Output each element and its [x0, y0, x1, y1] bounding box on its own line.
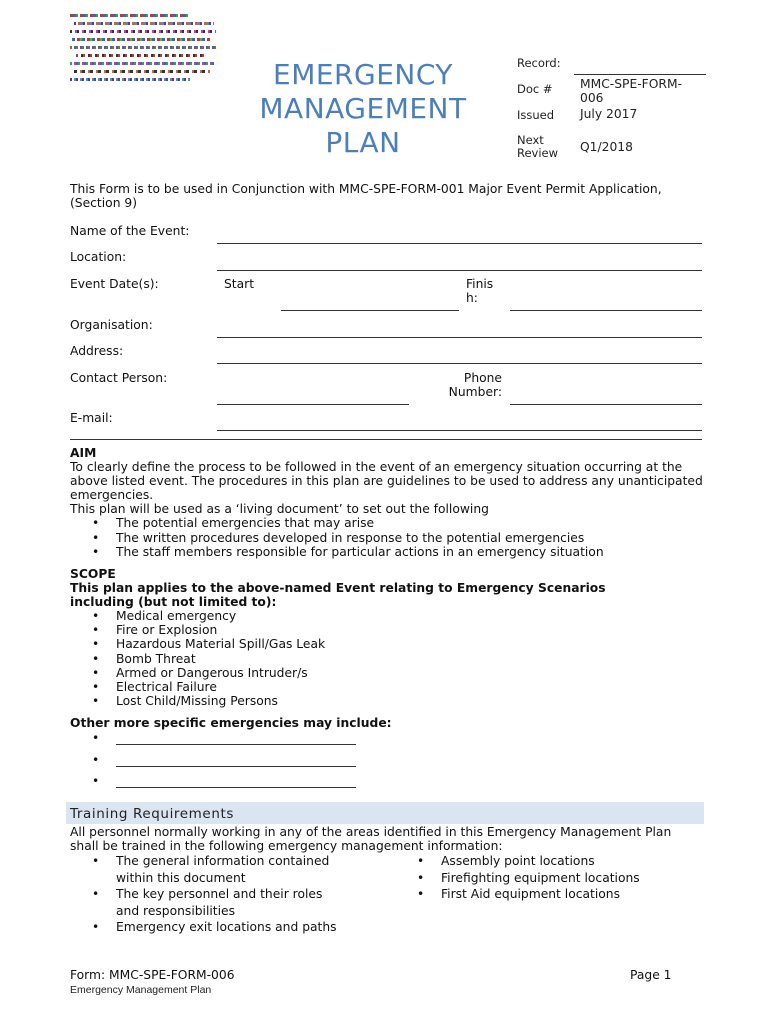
event-name-label: Name of the Event:: [70, 224, 190, 238]
training-right-list: [395, 853, 695, 903]
phone-number-field[interactable]: [510, 404, 702, 405]
contact-person-field[interactable]: [217, 404, 409, 405]
other-bullet-2: •: [92, 753, 100, 767]
finish-date-field[interactable]: [510, 310, 702, 311]
aim-paragraph: To clearly define the process to be followed in the event of an emergency situation occurring at the above listed event. The procedures in this plan are guidelines to be used to address any unanticipated emergencies.: [70, 460, 703, 503]
footer-form-id: Form: MMC-SPE-FORM-006: [70, 968, 235, 982]
organisation-label: Organisation:: [70, 318, 153, 332]
issued-value: July 2017: [580, 107, 638, 121]
event-dates-label: Event Date(s):: [70, 277, 159, 291]
footer-document-name: Emergency Management Plan: [70, 984, 212, 996]
company-logo: [70, 12, 218, 84]
phone-number-label: Phone Number:: [448, 371, 502, 399]
aim-bullet-list: [70, 516, 710, 558]
scope-bullet-list: [70, 609, 710, 708]
list-item: • Armed or Dangerous Intruder/s: [70, 666, 710, 680]
section-divider: [70, 439, 702, 440]
training-left-list: [70, 853, 370, 936]
other-emergency-field-2[interactable]: [116, 766, 356, 767]
doc-label: Doc #: [517, 82, 553, 96]
issued-label: Issued: [517, 108, 555, 122]
list-item: • Firefighting equipment locations: [395, 870, 695, 887]
list-item: • Medical emergency: [70, 609, 710, 623]
finish-label: Finish:: [466, 277, 494, 305]
other-emergency-field-1[interactable]: [116, 744, 356, 745]
list-item: • The potential emergencies that may arise: [70, 516, 710, 530]
scope-heading: SCOPE: [70, 567, 116, 581]
list-item: • Fire or Explosion: [70, 623, 710, 637]
list-item: • Hazardous Material Spill/Gas Leak: [70, 637, 710, 651]
next-review-value: Q1/2018: [580, 140, 633, 154]
list-item: • Emergency exit locations and paths: [70, 919, 356, 936]
training-heading-band: [66, 802, 704, 824]
address-field[interactable]: [217, 363, 702, 364]
other-bullet-3: •: [92, 774, 100, 788]
list-item: • Bomb Threat: [70, 652, 710, 666]
list-item: • The general information contained within this document: [70, 853, 346, 886]
aim-heading: AIM: [70, 446, 97, 460]
list-item: • The written procedures developed in response to the potential emergencies: [70, 531, 710, 545]
record-field[interactable]: [574, 74, 706, 75]
scope-intro: This plan applies to the above-named Event relating to Emergency Scenarios including (but not limited to):: [70, 581, 606, 610]
list-item: • Assembly point locations: [395, 853, 695, 870]
title-line-2: MANAGEMENT: [259, 92, 467, 125]
record-label: Record:: [517, 56, 561, 70]
location-field[interactable]: [217, 270, 702, 271]
aim-paragraph-2: This plan will be used as a ‘living document’ to set out the following: [70, 502, 489, 517]
list-item: • First Aid equipment locations: [395, 886, 695, 903]
start-date-field[interactable]: [281, 310, 459, 311]
training-paragraph: All personnel normally working in any of the areas identified in this Emergency Management Plan shall be trained in the following emergency management information:: [70, 825, 672, 854]
list-item: • The key personnel and their roles and responsibilities: [70, 886, 346, 919]
document-title: [240, 58, 486, 160]
start-label: Start: [224, 277, 255, 291]
other-emergency-field-3[interactable]: [116, 787, 356, 788]
address-label: Address:: [70, 344, 124, 358]
contact-person-label: Contact Person:: [70, 371, 168, 385]
list-item: • Lost Child/Missing Persons: [70, 694, 710, 708]
list-item: • The staff members responsible for particular actions in an emergency situation: [70, 545, 710, 559]
email-label: E-mail:: [70, 411, 113, 425]
scope-section: [70, 567, 710, 708]
training-heading: Training Requirements: [70, 806, 235, 822]
aim-section: [70, 446, 710, 559]
doc-value: MMC-SPE-FORM-006: [580, 77, 683, 105]
title-line-1: EMERGENCY: [273, 58, 453, 91]
list-item: • Electrical Failure: [70, 680, 710, 694]
location-label: Location:: [70, 250, 127, 264]
intro-text: This Form is to be used in Conjunction with MMC-SPE-FORM-001 Major Event Permit Application, (Section 9): [70, 182, 662, 210]
next-review-label: Next Review: [517, 133, 559, 160]
other-bullet-1: •: [92, 731, 100, 745]
footer-page-number: Page 1: [630, 968, 672, 982]
organisation-field[interactable]: [217, 337, 702, 338]
event-name-field[interactable]: [217, 243, 702, 244]
email-field[interactable]: [217, 430, 702, 431]
title-line-3: PLAN: [325, 126, 401, 159]
other-emergencies-heading: Other more specific emergencies may include:: [70, 716, 392, 730]
